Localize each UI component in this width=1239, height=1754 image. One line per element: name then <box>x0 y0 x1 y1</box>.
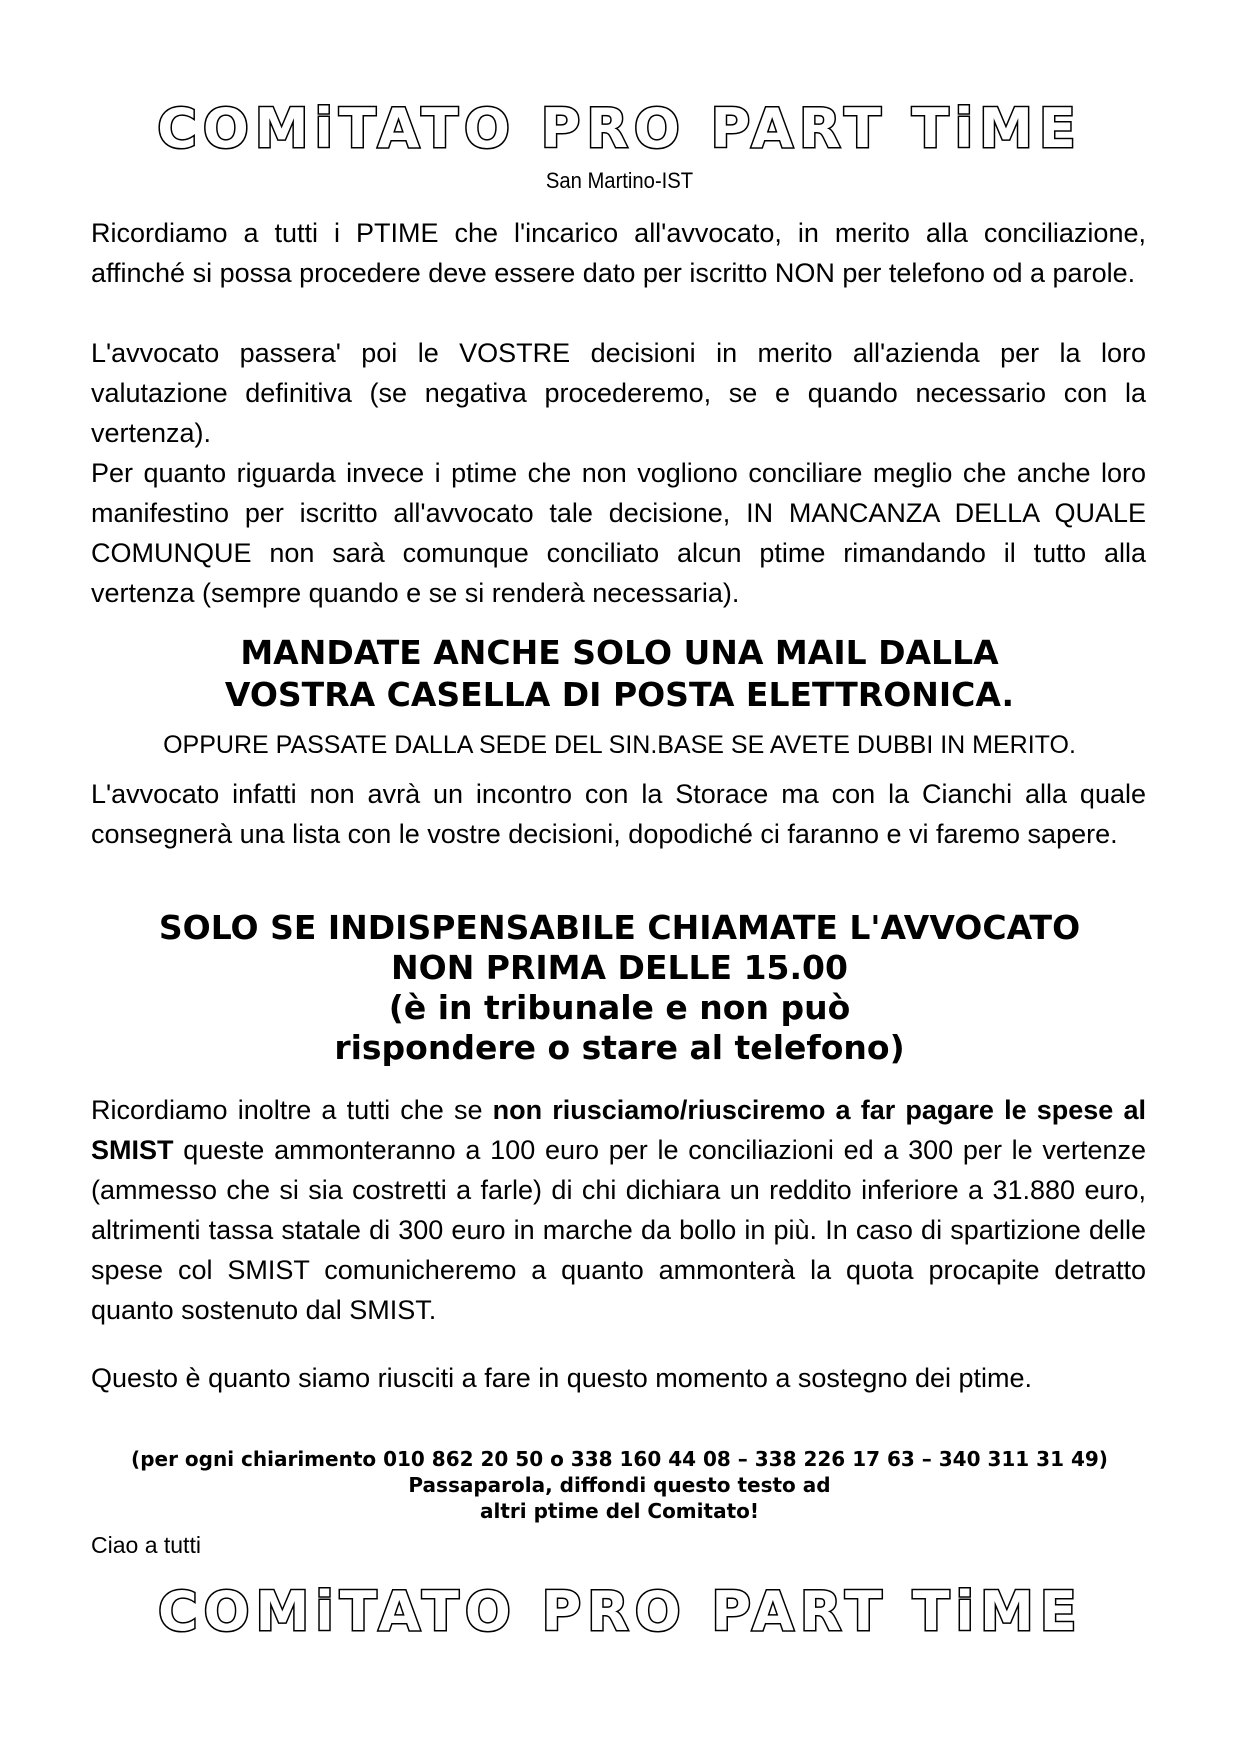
passaparola-line2: altri ptime del Comitato! <box>480 1499 759 1523</box>
paragraph-decisioni: L'avvocato passera' poi le VOSTRE decisioni in merito all'azienda per la loro valutazione definitiva (se negativa procederemo, se e quando necessario con la vertenza). <box>91 338 1146 448</box>
contact-phones: (per ogni chiarimento 010 862 20 50 o 338 160 44 08 – 338 226 17 63 – 340 311 31 49) <box>131 1447 1108 1471</box>
paragraph-spese-bold: non riusciamo/riusciremo a far pagare le spese al SMIST <box>91 1095 1146 1165</box>
headline-avvocato-line2: NON PRIMA DELLE 15.00 <box>391 948 848 987</box>
subtitle: San Martino-IST <box>545 168 694 193</box>
paragraph-incarico: Ricordiamo a tutti i PTIME che l'incarico all'avvocato, in merito alla conciliazione, affinché si possa procedere deve essere dato per iscritto NON per telefono od a parole. <box>91 218 1146 288</box>
brand-logo-top: COMiTATO PRO PART TiME <box>157 97 1082 160</box>
passaparola-line1: Passaparola, diffondi questo testo ad <box>408 1473 831 1497</box>
paragraph-incontro: L'avvocato infatti non avrà un incontro con la Storace ma con la Cianchi alla quale consegnerà una lista con le vostre decisioni, dopodiché ci faranno e vi faremo sapere. <box>91 779 1146 849</box>
paragraph-sostegno: Questo è quanto siamo riusciti a fare in questo momento a sostegno dei ptime. <box>91 1363 1033 1393</box>
paragraph-spese-end: queste ammonteranno a 100 euro per le conciliazioni ed a 300 per le vertenze (ammesso che si sia costretti a farle) di chi dichiara un reddito inferiore a 31.880 euro, altrimenti tassa statale di 300 euro in marche da bollo in più. In caso di spartizione delle spese col SMIST comunicheremo a quanto ammonterà la quota procapite detratto quanto sostenuto dal SMIST. <box>91 1135 1146 1325</box>
headline-mail-line2: VOSTRA CASELLA DI POSTA ELETTRONICA. <box>224 675 1015 714</box>
headline-avvocato <box>0 908 1239 1068</box>
contact-note <box>0 1446 1239 1524</box>
headline-mail-line1: MANDATE ANCHE SOLO UNA MAIL DALLA <box>240 633 999 672</box>
paragraph-non-conciliare: Per quanto riguarda invece i ptime che non vogliono conciliare meglio che anche loro manifestino per iscritto all'avvocato tale decisione, IN MANCANZA DELLA QUALE COMUNQUE non sarà comunque conciliato alcun ptime rimandando il tutto alla vertenza (sempre quando e se si renderà necessaria). <box>91 458 1146 608</box>
paragraph-spese <box>91 1090 1146 1330</box>
brand-logo-bottom: COMiTATO PRO PART TiME <box>158 1580 1083 1643</box>
headline-avvocato-line4: rispondere o stare al telefono) <box>334 1028 905 1067</box>
headline-mail <box>0 632 1239 716</box>
headline-avvocato-line1: SOLO SE INDISPENSABILE CHIAMATE L'AVVOCATO <box>158 908 1081 947</box>
closing-greeting: Ciao a tutti <box>91 1532 201 1558</box>
headline-avvocato-line3: (è in tribunale e non può <box>388 988 851 1027</box>
paragraph-spese-start: Ricordiamo inoltre a tutti che se <box>91 1095 493 1125</box>
sede-line: OPPURE PASSATE DALLA SEDE DEL SIN.BASE SE AVETE DUBBI IN MERITO. <box>163 731 1076 759</box>
